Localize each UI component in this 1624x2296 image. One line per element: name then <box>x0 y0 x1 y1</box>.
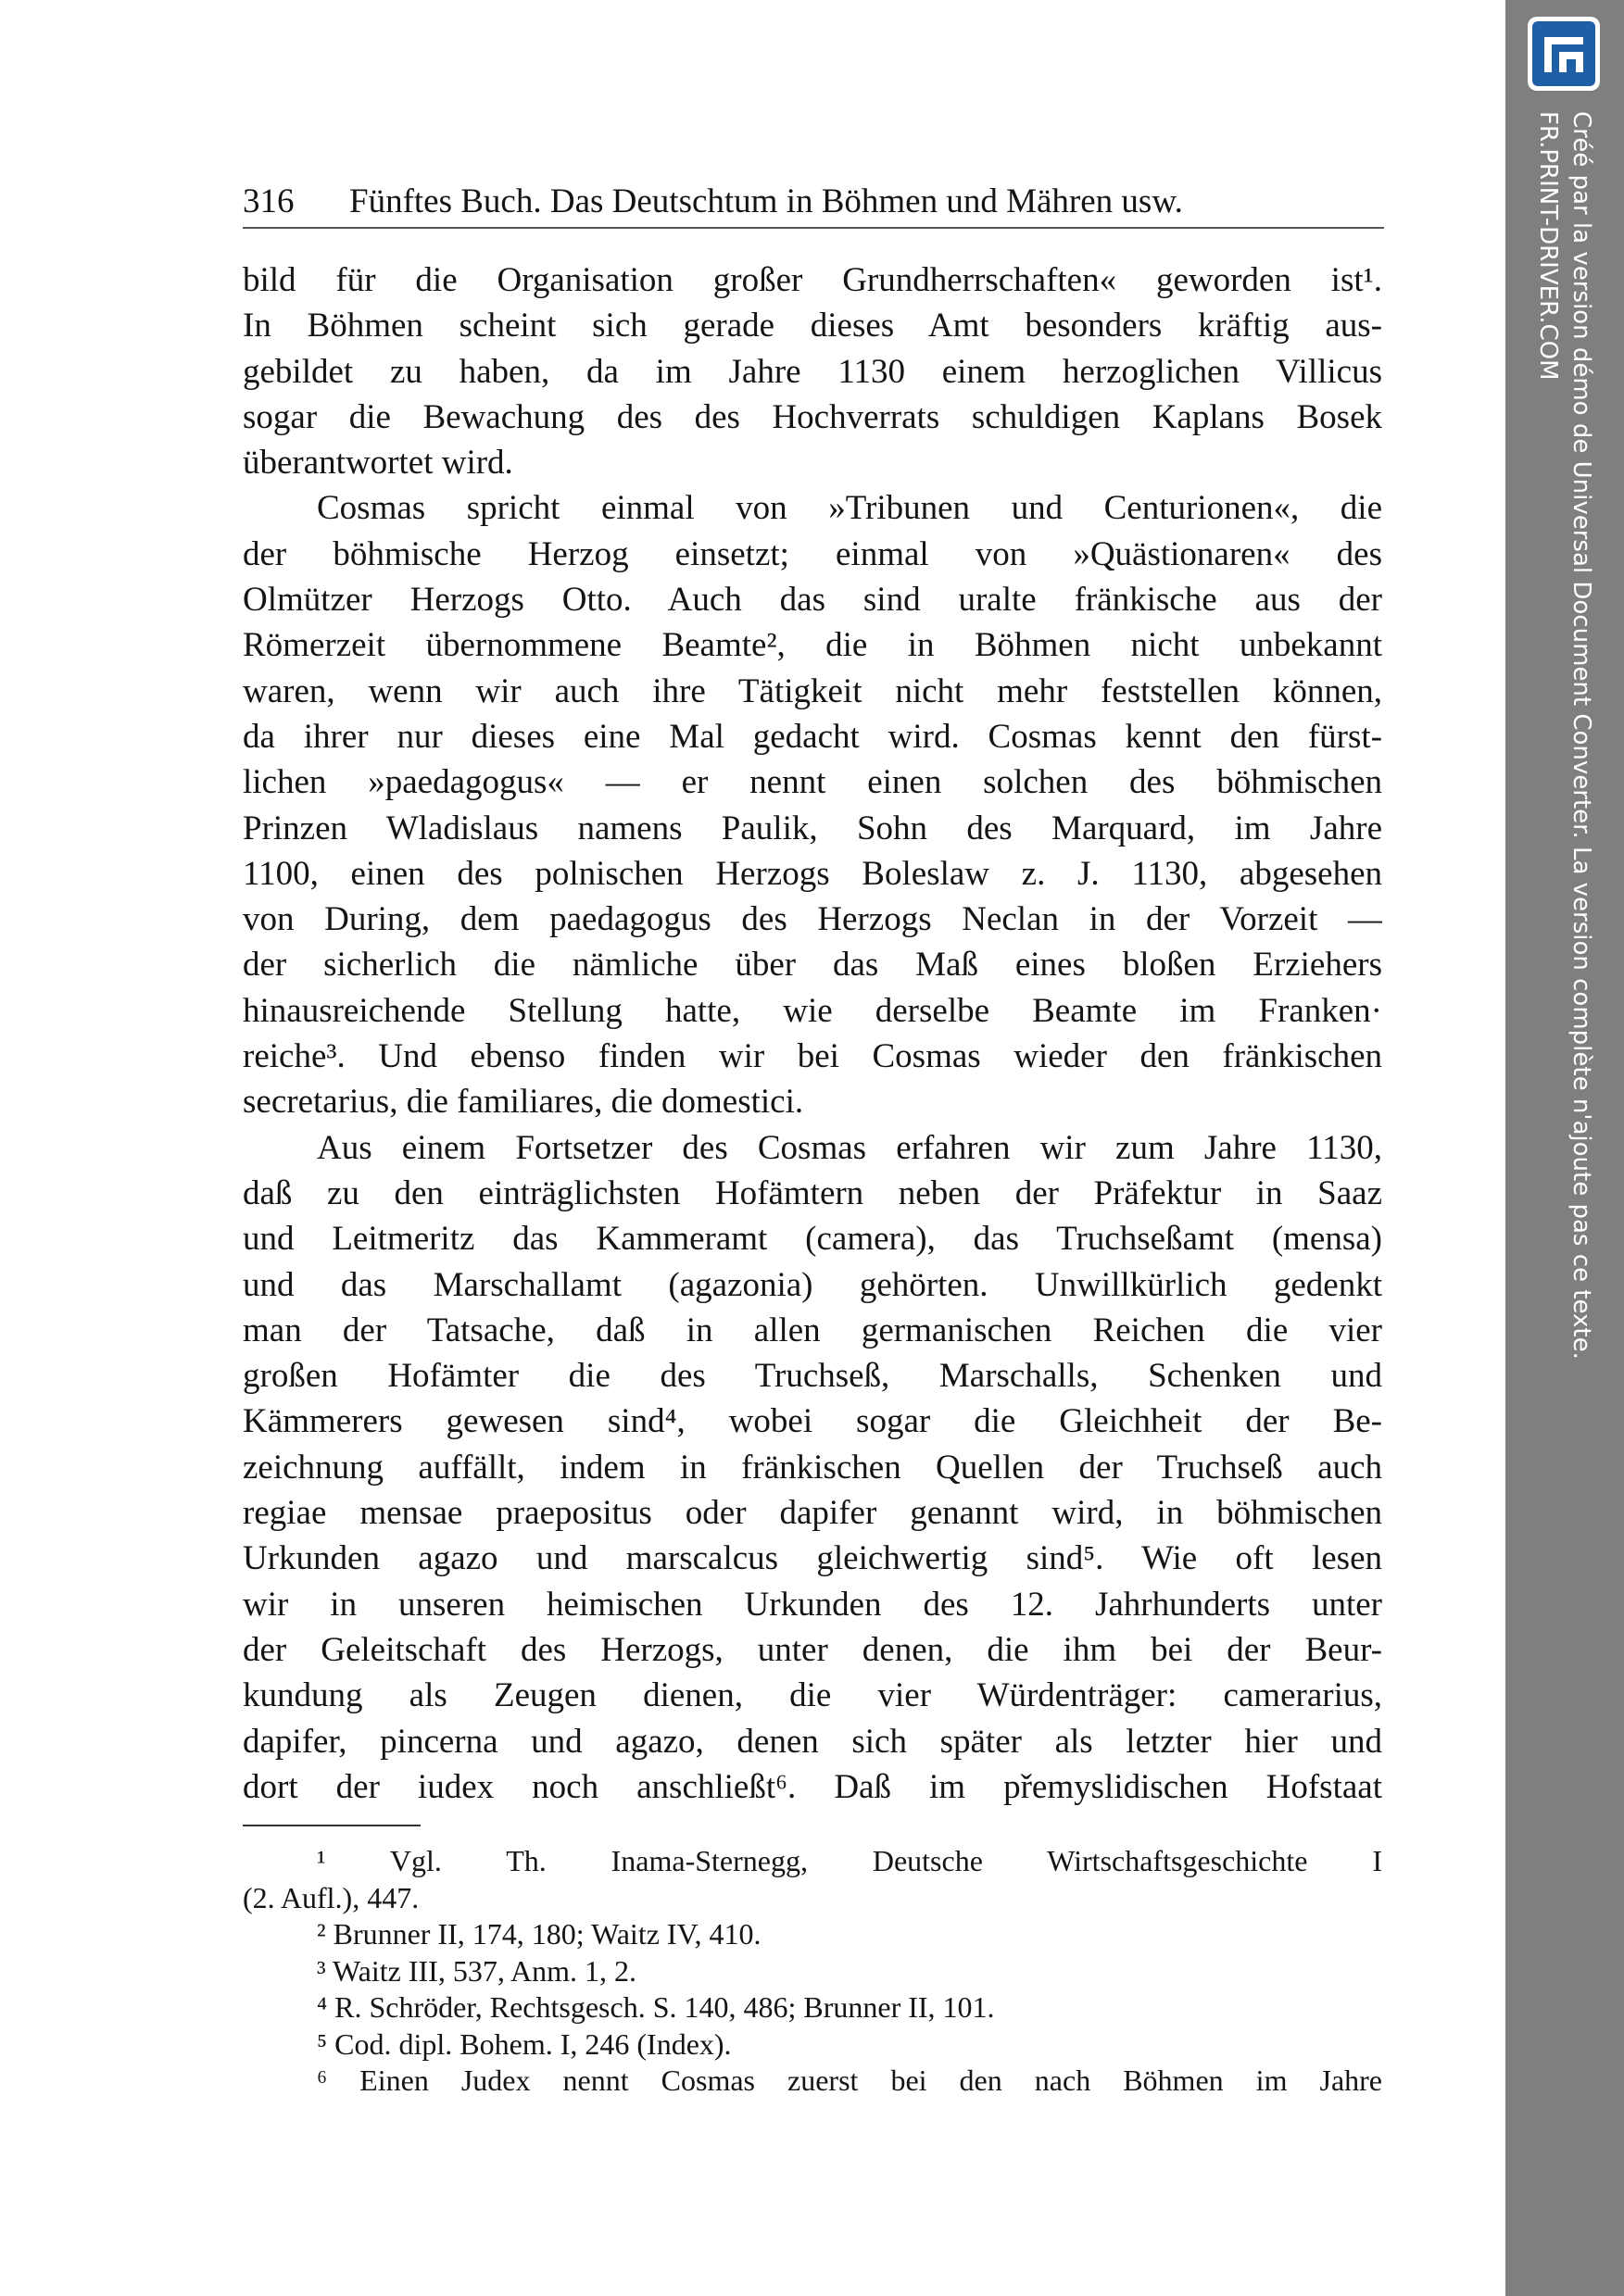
text-line: waren, wenn wir auch ihre Tätigkeit nicht mehr feststellen können, <box>243 671 1382 710</box>
running-header <box>243 179 1382 225</box>
text-line: überantwortet wird. <box>243 444 513 483</box>
footnote-line: ⁴ R. Schröder, Rechtsgesch. S. 140, 486; Brunner II, 101. <box>317 1990 995 2024</box>
text-line: sogar die Bewachung des des Hochverrats schuldigen Kaplans Bosek <box>243 397 1382 436</box>
text-line: bild für die Organisation großer Grundherrschaften« geworden ist¹. <box>243 261 1382 299</box>
footnote-line: ² Brunner II, 174, 180; Waitz IV, 410. <box>317 1917 762 1951</box>
text-line: da ihrer nur dieses eine Mal gedacht wird. Cosmas kennt den fürst- <box>243 717 1382 756</box>
footnote-line: ⁵ Cod. dipl. Bohem. I, 246 (Index). <box>317 2026 732 2061</box>
text-line: der böhmische Herzog einsetzt; einmal von »Quästionaren« des <box>243 534 1382 573</box>
text-line: Olmützer Herzogs Otto. Auch das sind uralte fränkische aus der <box>243 581 1382 620</box>
body-text <box>243 257 1382 1810</box>
footnote-rule <box>243 1825 421 1826</box>
text-line: wir in unseren heimischen Urkunden des 12. Jahrhunderts unter <box>243 1585 1382 1624</box>
footnote-line: ¹ Vgl. Th. Inama-Sternegg, Deutsche Wirtschaftsgeschichte I <box>317 1844 1382 1877</box>
text-line: der Geleitschaft des Herzogs, unter denen, die ihm bei der Beur- <box>243 1630 1382 1669</box>
text-line: regiae mensae praepositus oder dapifer genannt wird, in böhmischen <box>243 1494 1382 1533</box>
text-line: 1100, einen des polnischen Herzogs Boleslaw z. J. 1130, abgesehen <box>243 854 1382 893</box>
text-line: Kämmerers gewesen sind⁴, wobei sogar die Gleichheit der Be- <box>243 1402 1382 1441</box>
text-line: hinausreichende Stellung hatte, wie derselbe Beamte im Franken· <box>243 991 1382 1030</box>
text-line: kundung als Zeugen dienen, die vier Würdenträger: camerarius, <box>243 1676 1382 1715</box>
watermark-sidebar <box>1505 0 1624 2296</box>
text-line: und Leitmeritz das Kammeramt (camera), das Truchseßamt (mensa) <box>243 1220 1382 1259</box>
text-line: Cosmas spricht einmal von »Tribunen und Centurionen«, die <box>317 489 1382 528</box>
text-line: großen Hofämter die des Truchseß, Marschalls, Schenken und <box>243 1357 1382 1396</box>
text-line: der sicherlich die nämliche über das Maß eines bloßen Erziehers <box>243 946 1382 985</box>
text-line: Prinzen Wladislaus namens Paulik, Sohn des Marquard, im Jahre <box>243 809 1382 847</box>
running-title: Fünftes Buch. Das Deutschtum in Böhmen und Mähren usw. <box>349 182 1183 220</box>
footnotes <box>243 1843 1382 2100</box>
text-line: dort der iudex noch anschließt⁶. Daß im přemyslidischen Hofstaat <box>243 1767 1382 1806</box>
text-line: und das Marschallamt (agazonia) gehörten. Unwillkürlich gedenkt <box>243 1265 1382 1304</box>
text-line: reiche³. Und ebenso finden wir bei Cosmas wieder den fränkischen <box>243 1037 1382 1076</box>
text-line: Aus einem Fortsetzer des Cosmas erfahren wir zum Jahre 1130, <box>317 1128 1382 1167</box>
header-rule <box>243 227 1384 229</box>
text-line: von During, dem paedagogus des Herzogs Neclan in der Vorzeit — <box>243 900 1382 939</box>
footnote-line: (2. Aufl.), 447. <box>243 1880 420 1914</box>
footnote-line: ⁶ Einen Judex nennt Cosmas zuerst bei den nach Böhmen im Jahre <box>317 2064 1382 2097</box>
text-line: zeichnung auffällt, indem in fränkischen Quellen der Truchseß auch <box>243 1448 1382 1487</box>
text-line: daß zu den einträglichsten Hofämtern neben der Präfektur in Saaz <box>243 1173 1382 1212</box>
text-line: dapifer, pincerna und agazo, denen sich später als letzter hier und <box>243 1722 1382 1761</box>
text-line: gebildet zu haben, da im Jahre 1130 einem herzoglichen Villicus <box>243 352 1382 391</box>
text-line: In Böhmen scheint sich gerade dieses Amt besonders kräftig aus- <box>243 307 1382 345</box>
text-line: lichen »paedagogus« — er nennt einen solchen des böhmischen <box>243 763 1382 802</box>
page-number: 316 <box>243 182 295 220</box>
text-line: man der Tatsache, daß in allen germanischen Reichen die vier <box>243 1311 1382 1349</box>
footnote-line: ³ Waitz III, 537, Anm. 1, 2. <box>317 1953 637 1988</box>
text-line: secretarius, die familiares, die domestici. <box>243 1083 804 1122</box>
text-line: Römerzeit übernommene Beamte², die in Böhmen nicht unbekannt <box>243 626 1382 665</box>
watermark-text: Créé par la version démo de Universal Document Converter. La version complète n'ajoute pas ce texte. <box>1567 111 1595 1360</box>
udc-logo-icon <box>1528 17 1600 91</box>
text-line: Urkunden agazo und marscalcus gleichwertig sind⁵. Wie oft lesen <box>243 1539 1382 1578</box>
watermark-url: FR.PRINT-DRIVER.COM <box>1534 111 1562 381</box>
